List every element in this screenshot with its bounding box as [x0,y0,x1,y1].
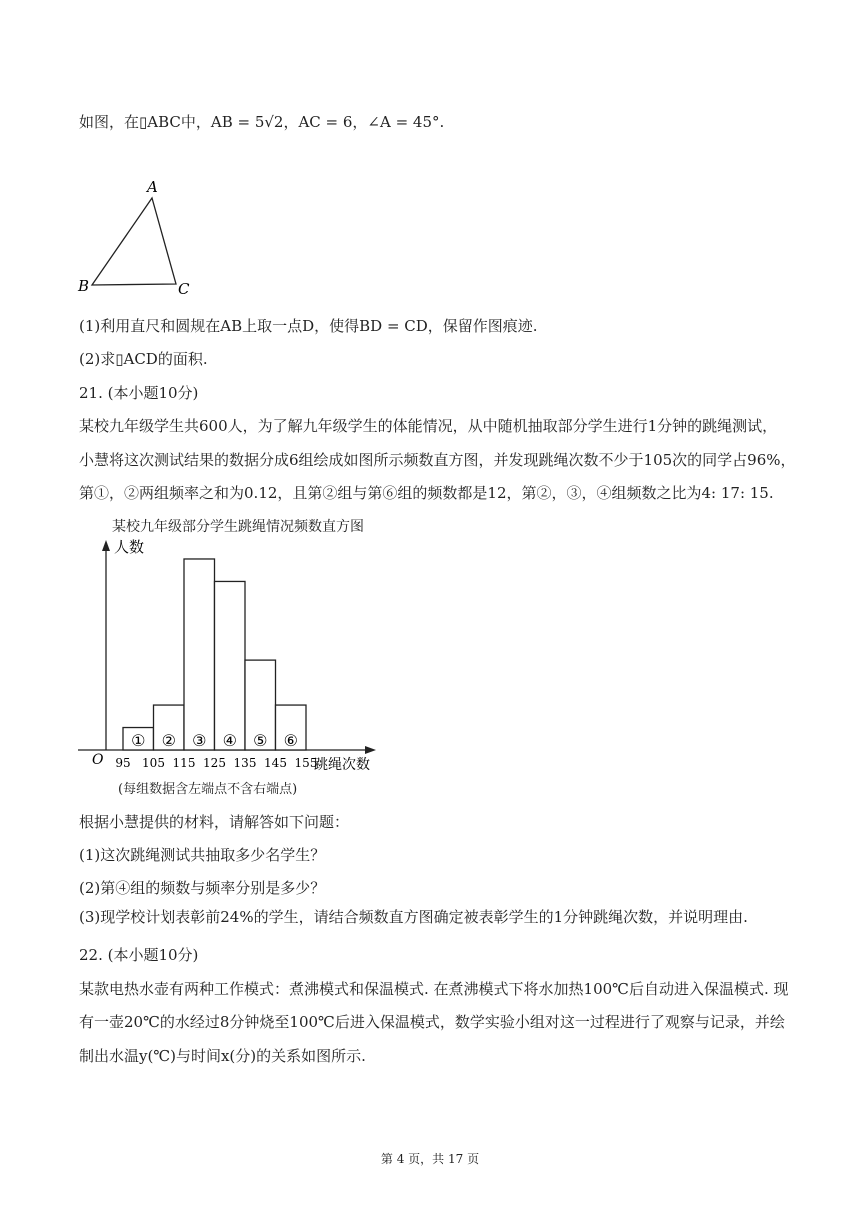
x-tick-label: 155 [294,756,318,770]
bar-group-label: ② [161,731,176,750]
page-footer: 第 4 页，共 17 页 [380,1152,480,1166]
histogram-bar [184,559,215,750]
question-21-heading: 21. (本小题10分) [79,384,199,402]
x-tick-label: 105 [142,756,165,770]
x-tick-label: 145 [264,756,287,770]
x-axis-label: 跳绳次数 [314,757,370,773]
bar-group-label: ④ [222,731,237,750]
problem-intro: 如图，在▯ABC中，AB = 5√2，AC = 6，∠A = 45°. [79,113,445,131]
bar-group-label: ① [131,731,146,750]
question-21-instructions: 根据小慧提供的材料，请解答如下问题： [79,813,350,831]
x-tick-label: 95 [115,756,131,770]
question-21-text-line-1: 某校九年级学生共600人，为了解九年级学生的体能情况，从中随机抽取部分学生进行1分钟的跳绳测试， [79,417,778,435]
x-tick-label: 125 [203,756,226,770]
question-22-text-line-2: 有一壶20℃的水经过8分钟烧至100℃后进入保温模式，数学实验小组对这一过程进行了观察与记录，并绘 [79,1013,785,1031]
bar-group-label: ③ [192,731,207,750]
question-21-text-line-2: 小慧将这次测试结果的数据分成6组绘成如图所示频数直方图，并发现跳绳次数不少于105次的同学占96%， [79,451,796,469]
y-axis-label: 人数 [114,538,145,556]
vertex-b-label: B [78,277,90,295]
triangle-figure [70,172,200,302]
question-21-text-line-3: 第①，②两组频率之和为0.12，且第②组与第⑥组的频数都是12，第②，③，④组频数之比为4: 17: 15. [79,484,774,502]
bar-group-label: ⑥ [283,731,298,750]
bar-group-label: ⑤ [253,731,268,750]
origin-label: O [92,752,104,768]
y-axis-arrow [102,540,110,551]
question-22-text-line-3: 制出水温y(℃)与时间x(分)的关系如图所示. [79,1047,366,1065]
question-22-heading: 22. (本小题10分) [79,946,199,964]
question-20-part-2: (2)求▯ACD的面积. [79,350,208,368]
frequency-histogram [70,530,400,778]
vertex-a-label: A [147,178,158,196]
triangle-abc [92,198,176,285]
x-axis-arrow [365,746,376,754]
histogram-title: 某校九年级部分学生跳绳情况频数直方图 [112,519,364,535]
question-21-part-3: (3)现学校计划表彰前24%的学生，请结合频数直方图确定被表彰学生的1分钟跳绳次数，并说明理由. [79,908,748,926]
histogram-note: (每组数据含左端点不含右端点) [118,782,298,797]
question-21-part-1: (1)这次跳绳测试共抽取多少名学生？ [79,846,326,864]
question-20-part-1: (1)利用直尺和圆规在AB上取一点D，使得BD = CD，保留作图痕迹. [79,317,538,335]
x-tick-label: 115 [172,756,196,770]
x-tick-label: 135 [233,756,257,770]
histogram-bar [215,581,246,750]
question-22-text-line-1: 某款电热水壶有两种工作模式：煮沸模式和保温模式. 在煮沸模式下将水加热100℃后自动进入保温模式. 现 [79,980,789,998]
vertex-c-label: C [178,280,190,298]
question-21-part-2: (2)第④组的频数与频率分别是多少？ [79,879,326,897]
